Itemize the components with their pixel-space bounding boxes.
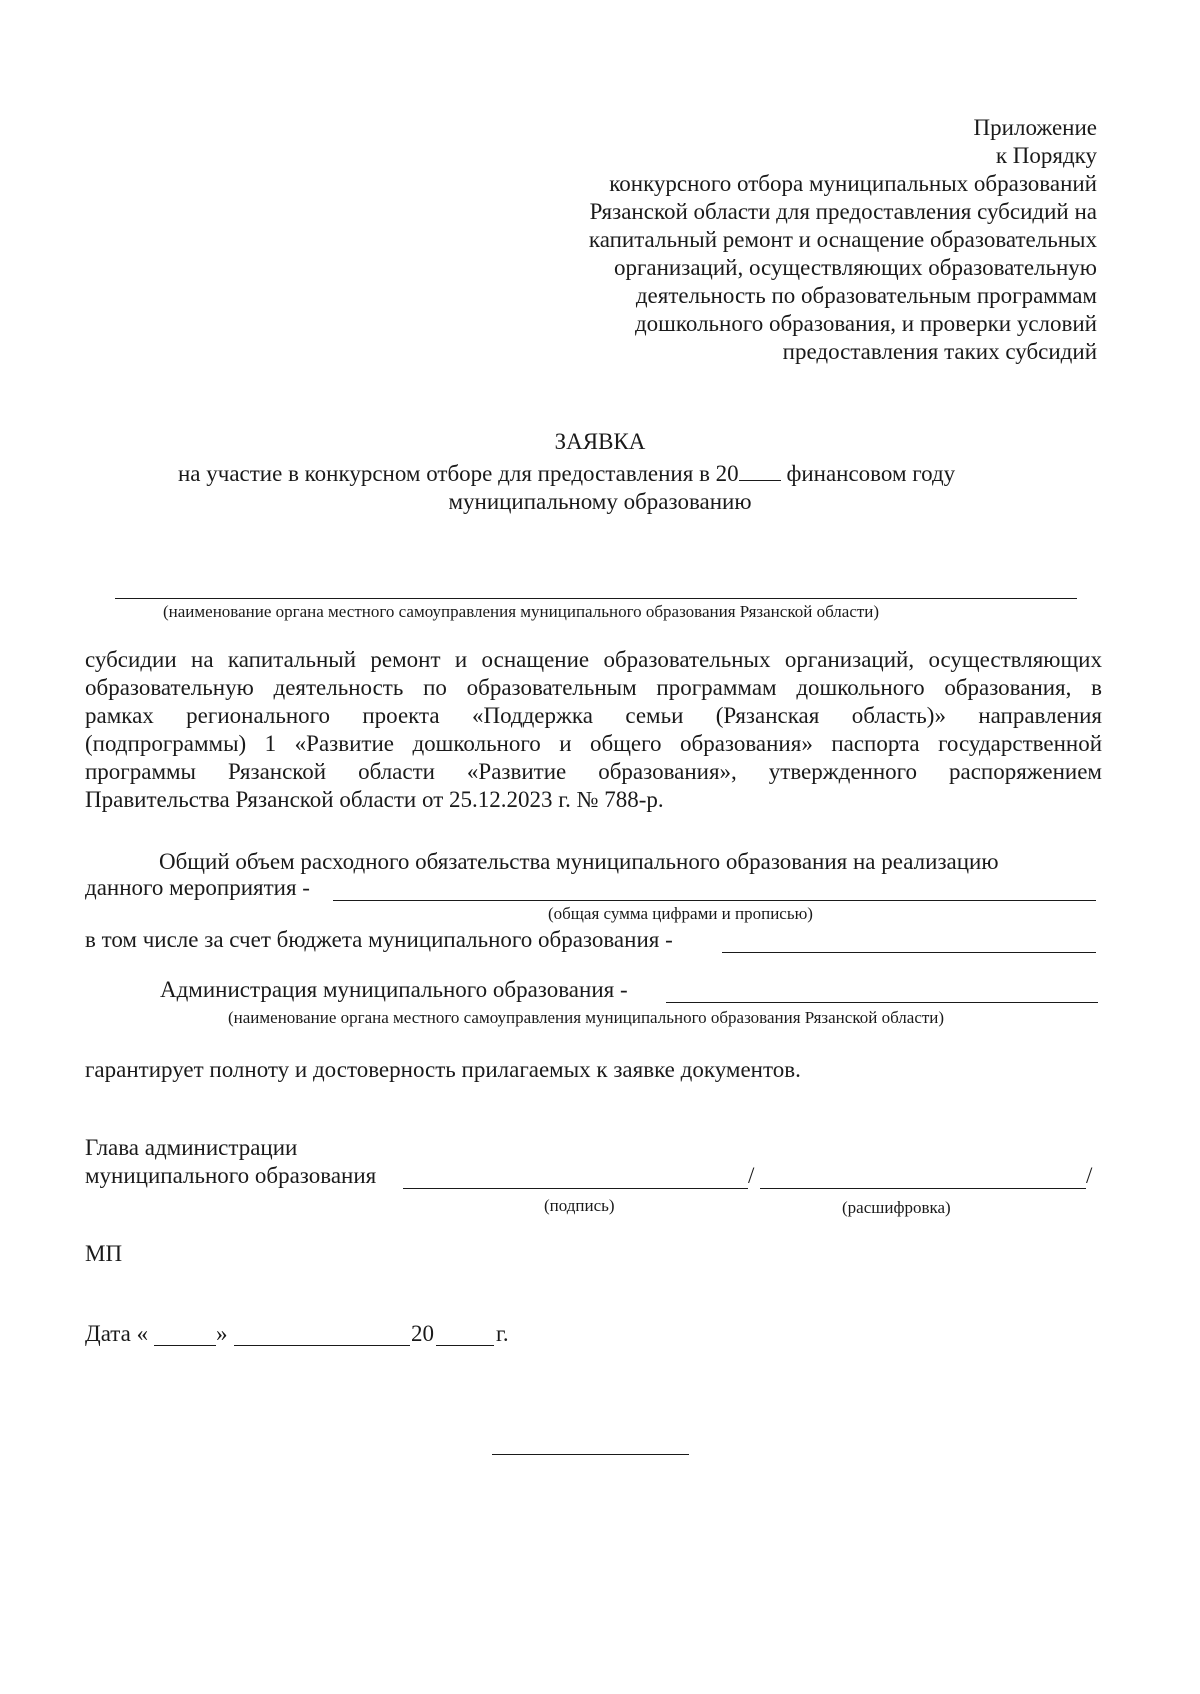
title-line-part2: финансовом году: [786, 461, 956, 486]
org-name-field[interactable]: [115, 598, 1077, 599]
appendix-line: деятельность по образовательным программам: [635, 283, 1097, 308]
total-amount-caption: (общая сумма цифрами и прописью): [548, 904, 813, 923]
appendix-line: конкурсного отбора муниципальных образований: [609, 171, 1097, 196]
signature-decode-field[interactable]: [760, 1188, 1086, 1189]
document-heading: ЗАЯВКА: [554, 429, 646, 454]
appendix-line: капитальный ремонт и оснащение образовательных: [588, 227, 1097, 252]
appendix-line: дошкольного образования, и проверки условий: [634, 311, 1097, 336]
signature-title-line1: Глава администрации: [85, 1135, 298, 1160]
guarantee-text: гарантирует полноту и достоверность прилагаемых к заявке документов.: [85, 1057, 801, 1082]
decode-caption: (расшифровка): [842, 1198, 951, 1217]
signature-caption: (подпись): [544, 1196, 615, 1215]
title-line-2: муниципальному образованию: [448, 489, 752, 514]
appendix-line: Приложение: [973, 115, 1097, 140]
body-line: образовательную деятельность по образовательным программам дошкольного образования, в: [85, 675, 1102, 700]
stamp-label: МП: [85, 1241, 123, 1266]
appendix-line: организаций, осуществляющих образовательную: [613, 255, 1097, 280]
administration-field[interactable]: [666, 1002, 1098, 1003]
date-year-field[interactable]: [436, 1345, 494, 1346]
date-month-field[interactable]: [234, 1345, 410, 1346]
total-amount-field[interactable]: [333, 900, 1096, 901]
volume-label: данного мероприятия -: [85, 875, 310, 900]
appendix-line: к Порядку: [995, 143, 1097, 168]
municipal-budget-label: в том числе за счет бюджета муниципального образования -: [85, 927, 673, 952]
municipal-budget-field[interactable]: [722, 952, 1096, 953]
org-name-caption: (наименование органа местного самоуправления муниципального образования Рязанской области): [163, 602, 880, 621]
volume-line: Общий объем расходного обязательства муниципального образования на реализацию: [159, 849, 999, 874]
administration-label: Администрация муниципального образования -: [160, 977, 628, 1002]
signature-slash-end: /: [1086, 1163, 1093, 1188]
administration-caption: (наименование органа местного самоуправления муниципального образования Рязанской области): [228, 1008, 945, 1027]
year-blank[interactable]: [739, 460, 781, 481]
signature-slash: /: [748, 1163, 755, 1188]
appendix-line: Рязанской области для предоставления субсидий на: [589, 199, 1097, 224]
appendix-line: предоставления таких субсидий: [782, 339, 1097, 364]
title-line: [178, 460, 955, 488]
date-quote-close: »: [216, 1321, 228, 1346]
body-line: программы Рязанской области «Развитие образования», утвержденного распоряжением: [85, 759, 1102, 784]
body-line: Правительства Рязанской области от 25.12.2023 г. № 788-р.: [85, 787, 664, 812]
date-label: Дата «: [85, 1321, 149, 1346]
date-year-prefix: 20: [411, 1321, 434, 1346]
title-line-part1: на участие в конкурсном отборе для предоставления в 20: [178, 461, 739, 486]
body-line: субсидии на капитальный ремонт и оснащение образовательных организаций, осуществляющих: [85, 647, 1102, 672]
date-year-suffix: г.: [496, 1321, 509, 1346]
body-line: (подпрограммы) 1 «Развитие дошкольного и общего образования» паспорта государственной: [85, 731, 1102, 756]
signature-title-line2: муниципального образования: [85, 1163, 377, 1188]
signature-field[interactable]: [403, 1188, 748, 1189]
body-line: рамках регионального проекта «Поддержка семьи (Рязанская область)» направления: [85, 703, 1102, 728]
date-day-field[interactable]: [154, 1345, 216, 1346]
end-rule: [492, 1454, 689, 1455]
